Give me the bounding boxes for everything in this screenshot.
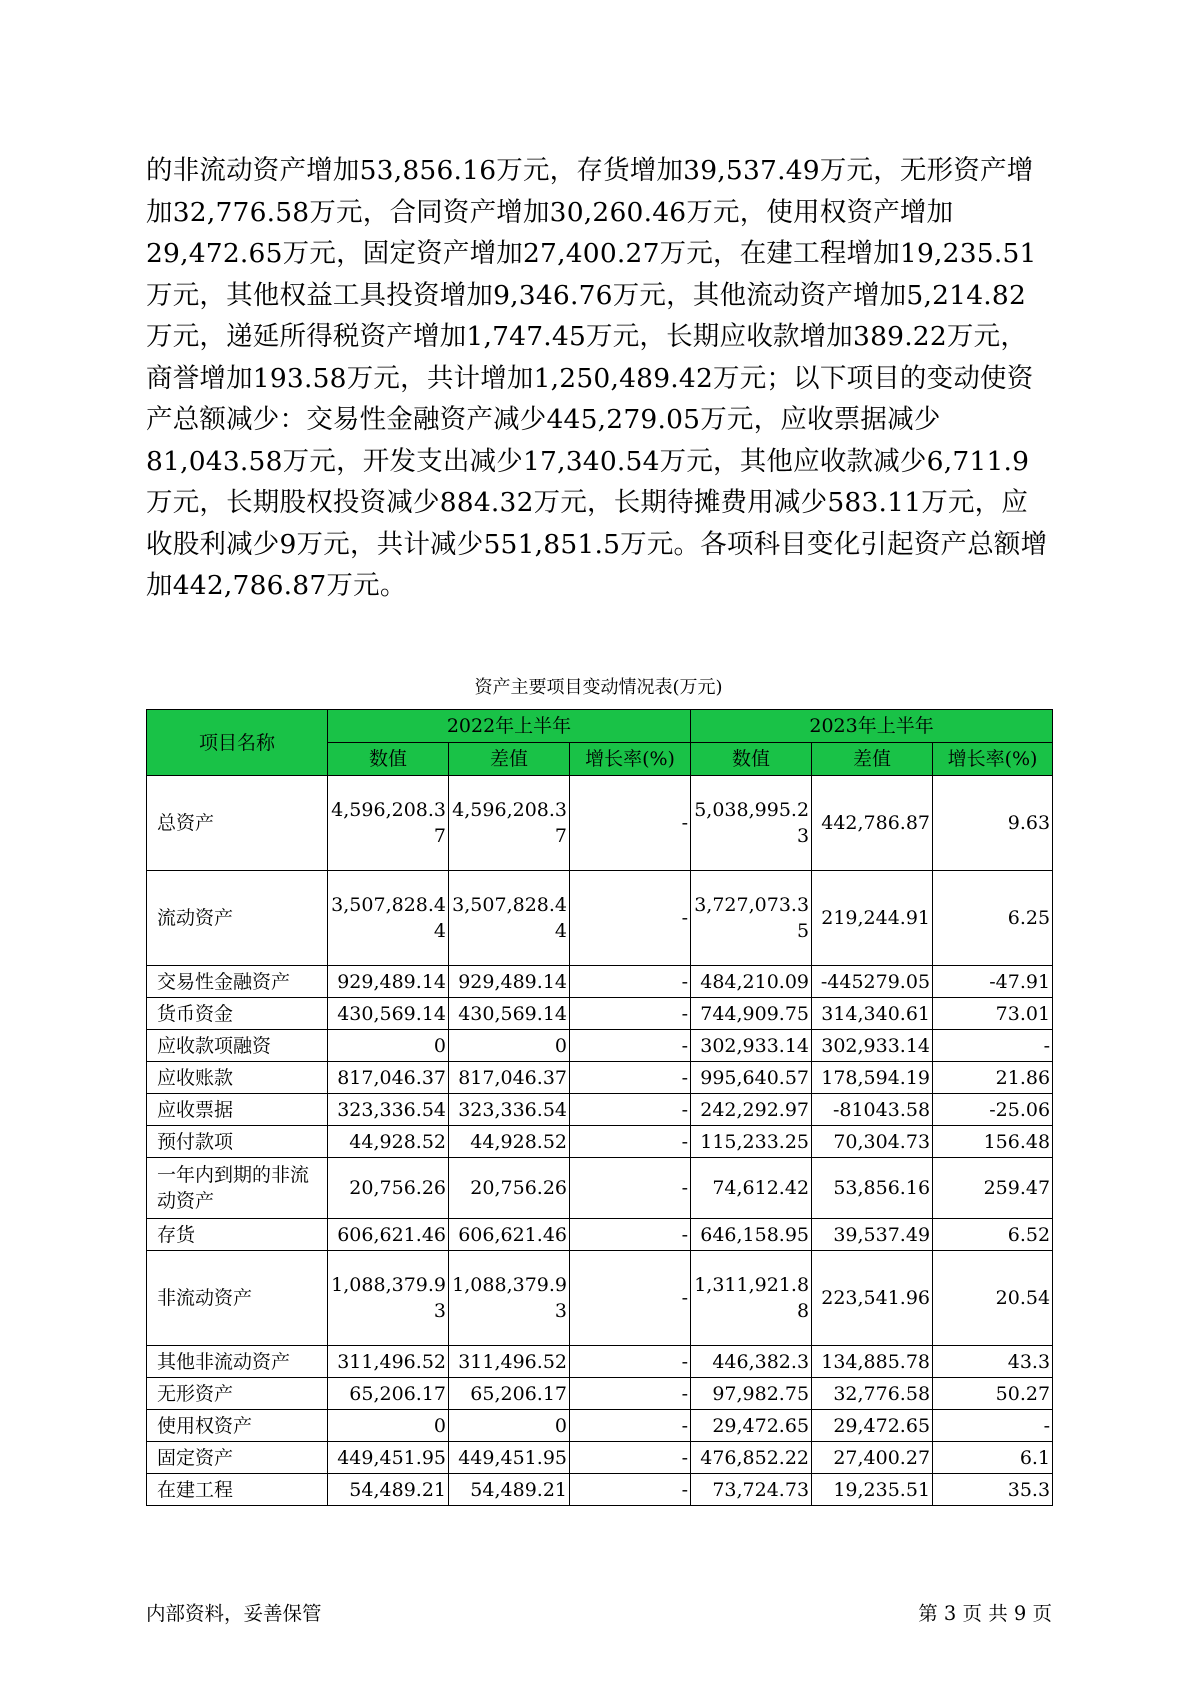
cell-diff-2022: 65,206.17 — [449, 1378, 570, 1410]
cell-diff-2022: 430,569.14 — [449, 998, 570, 1030]
header-diff-2022: 差值 — [449, 743, 570, 776]
row-label: 存货 — [147, 1219, 328, 1251]
asset-change-table — [146, 709, 1053, 1506]
cell-diff-2023: -445279.05 — [812, 966, 933, 998]
cell-value-2022: 0 — [328, 1410, 449, 1442]
cell-diff-2022: 311,496.52 — [449, 1346, 570, 1378]
cell-growth-2023: 43.3 — [933, 1346, 1053, 1378]
row-label: 预付款项 — [147, 1126, 328, 1158]
cell-growth-2022: - — [570, 1094, 691, 1126]
cell-diff-2022: 929,489.14 — [449, 966, 570, 998]
cell-value-2023: 302,933.14 — [691, 1030, 812, 1062]
cell-growth-2022: - — [570, 1062, 691, 1094]
cell-diff-2023: 27,400.27 — [812, 1442, 933, 1474]
cell-diff-2023: 134,885.78 — [812, 1346, 933, 1378]
row-label: 交易性金融资产 — [147, 966, 328, 998]
table-row — [147, 1219, 1053, 1251]
cell-growth-2022: - — [570, 1410, 691, 1442]
cell-growth-2023: - — [933, 1030, 1053, 1062]
cell-value-2023: 73,724.73 — [691, 1474, 812, 1506]
cell-value-2023: 995,640.57 — [691, 1062, 812, 1094]
row-label: 使用权资产 — [147, 1410, 328, 1442]
cell-value-2022: 817,046.37 — [328, 1062, 449, 1094]
cell-growth-2023: 9.63 — [933, 776, 1053, 871]
table-caption: 资产主要项目变动情况表(万元) — [474, 677, 723, 698]
cell-growth-2022: - — [570, 1030, 691, 1062]
cell-value-2023: 242,292.97 — [691, 1094, 812, 1126]
cell-diff-2023: 39,537.49 — [812, 1219, 933, 1251]
row-label: 固定资产 — [147, 1442, 328, 1474]
cell-diff-2022: 449,451.95 — [449, 1442, 570, 1474]
cell-growth-2023: 50.27 — [933, 1378, 1053, 1410]
cell-value-2023: 74,612.42 — [691, 1158, 812, 1219]
table-row — [147, 1410, 1053, 1442]
footer-page-number: 第 3 页 共 9 页 — [918, 1602, 1052, 1625]
cell-value-2022: 65,206.17 — [328, 1378, 449, 1410]
table-row — [147, 871, 1053, 966]
table-row — [147, 776, 1053, 871]
cell-diff-2022: 3,507,828.44 — [449, 871, 570, 966]
table-row — [147, 1474, 1053, 1506]
cell-growth-2023: 6.52 — [933, 1219, 1053, 1251]
cell-diff-2022: 0 — [449, 1410, 570, 1442]
table-row — [147, 1158, 1053, 1219]
cell-growth-2022: - — [570, 1219, 691, 1251]
cell-value-2022: 449,451.95 — [328, 1442, 449, 1474]
cell-growth-2022: - — [570, 1251, 691, 1346]
cell-value-2023: 744,909.75 — [691, 998, 812, 1030]
cell-growth-2023: -25.06 — [933, 1094, 1053, 1126]
cell-diff-2022: 44,928.52 — [449, 1126, 570, 1158]
cell-value-2022: 54,489.21 — [328, 1474, 449, 1506]
cell-growth-2023: 156.48 — [933, 1126, 1053, 1158]
header-value-2023: 数值 — [691, 743, 812, 776]
cell-diff-2023: 29,472.65 — [812, 1410, 933, 1442]
row-label: 应收款项融资 — [147, 1030, 328, 1062]
cell-growth-2022: - — [570, 1378, 691, 1410]
cell-growth-2023: 6.1 — [933, 1442, 1053, 1474]
table-row — [147, 1094, 1053, 1126]
cell-value-2023: 484,210.09 — [691, 966, 812, 998]
header-growth-2022: 增长率(%) — [570, 743, 691, 776]
row-label: 应收票据 — [147, 1094, 328, 1126]
table-row — [147, 1030, 1053, 1062]
header-value-2022: 数值 — [328, 743, 449, 776]
row-label: 其他非流动资产 — [147, 1346, 328, 1378]
table-row — [147, 1062, 1053, 1094]
cell-value-2022: 3,507,828.44 — [328, 871, 449, 966]
row-label: 应收账款 — [147, 1062, 328, 1094]
row-label: 流动资产 — [147, 871, 328, 966]
cell-diff-2022: 4,596,208.37 — [449, 776, 570, 871]
cell-diff-2023: 314,340.61 — [812, 998, 933, 1030]
row-label: 非流动资产 — [147, 1251, 328, 1346]
cell-growth-2023: 35.3 — [933, 1474, 1053, 1506]
cell-growth-2022: - — [570, 1126, 691, 1158]
row-label: 在建工程 — [147, 1474, 328, 1506]
cell-value-2023: 97,982.75 — [691, 1378, 812, 1410]
cell-growth-2023: 73.01 — [933, 998, 1053, 1030]
cell-diff-2022: 54,489.21 — [449, 1474, 570, 1506]
cell-diff-2022: 606,621.46 — [449, 1219, 570, 1251]
cell-growth-2023: 20.54 — [933, 1251, 1053, 1346]
cell-value-2023: 5,038,995.23 — [691, 776, 812, 871]
cell-growth-2023: 259.47 — [933, 1158, 1053, 1219]
cell-diff-2022: 323,336.54 — [449, 1094, 570, 1126]
cell-value-2022: 606,621.46 — [328, 1219, 449, 1251]
header-growth-2023: 增长率(%) — [933, 743, 1053, 776]
cell-diff-2023: 223,541.96 — [812, 1251, 933, 1346]
cell-growth-2022: - — [570, 1346, 691, 1378]
cell-value-2022: 0 — [328, 1030, 449, 1062]
cell-diff-2023: 53,856.16 — [812, 1158, 933, 1219]
cell-growth-2022: - — [570, 1474, 691, 1506]
table-row — [147, 1346, 1053, 1378]
cell-diff-2023: -81043.58 — [812, 1094, 933, 1126]
table-row — [147, 1442, 1053, 1474]
cell-diff-2023: 442,786.87 — [812, 776, 933, 871]
cell-growth-2023: -47.91 — [933, 966, 1053, 998]
cell-value-2022: 20,756.26 — [328, 1158, 449, 1219]
cell-diff-2022: 1,088,379.93 — [449, 1251, 570, 1346]
cell-value-2023: 115,233.25 — [691, 1126, 812, 1158]
cell-diff-2022: 817,046.37 — [449, 1062, 570, 1094]
cell-value-2022: 1,088,379.93 — [328, 1251, 449, 1346]
cell-value-2023: 29,472.65 — [691, 1410, 812, 1442]
row-label: 无形资产 — [147, 1378, 328, 1410]
cell-value-2023: 3,727,073.35 — [691, 871, 812, 966]
cell-value-2023: 476,852.22 — [691, 1442, 812, 1474]
cell-growth-2022: - — [570, 966, 691, 998]
header-period-2022: 2022年上半年 — [328, 710, 691, 743]
cell-diff-2023: 219,244.91 — [812, 871, 933, 966]
cell-diff-2022: 20,756.26 — [449, 1158, 570, 1219]
table-row — [147, 1251, 1053, 1346]
cell-value-2022: 430,569.14 — [328, 998, 449, 1030]
cell-growth-2023: 21.86 — [933, 1062, 1053, 1094]
row-label: 货币资金 — [147, 998, 328, 1030]
header-item-name: 项目名称 — [147, 710, 328, 776]
table-header-row — [147, 710, 1053, 743]
body-paragraph: 的非流动资产增加53,856.16万元，存货增加39,537.49万元，无形资产增加32,776.58万元，合同资产增加30,260.46万元，使用权资产增加29,472.65万元，固定资产增加27,400.27万元，在建工程增加19,235.51万元，其他权益工具投资增加9,346.76万元，其他流动资产增加5,214.82万元，递延所得税资产增加1,747.45万元，长期应收款增加389.22万元，商誉增加193.58万元，共计增加1,250,489.42万元；以下项目的变动使资产总额减少：交易性金融资产减少445,279.05万元，应收票据减少81,043.58万元，开发支出减少17,340.54万元，其他应收款减少6,711.9万元，长期股权投资减少884.32万元，长期待摊费用减少583.11万元，应收股利减少9万元，共计减少551,851.5万元。各项科目变化引起资产总额增加442,786.87万元。 — [146, 155, 1048, 601]
table-row — [147, 1126, 1053, 1158]
cell-growth-2022: - — [570, 998, 691, 1030]
cell-value-2022: 929,489.14 — [328, 966, 449, 998]
cell-diff-2023: 70,304.73 — [812, 1126, 933, 1158]
cell-diff-2023: 178,594.19 — [812, 1062, 933, 1094]
cell-value-2022: 311,496.52 — [328, 1346, 449, 1378]
cell-growth-2022: - — [570, 776, 691, 871]
cell-value-2022: 44,928.52 — [328, 1126, 449, 1158]
cell-value-2022: 4,596,208.37 — [328, 776, 449, 871]
table-row — [147, 966, 1053, 998]
cell-value-2022: 323,336.54 — [328, 1094, 449, 1126]
cell-growth-2023: - — [933, 1410, 1053, 1442]
cell-value-2023: 1,311,921.88 — [691, 1251, 812, 1346]
table-row — [147, 1378, 1053, 1410]
cell-diff-2022: 0 — [449, 1030, 570, 1062]
cell-diff-2023: 19,235.51 — [812, 1474, 933, 1506]
cell-value-2023: 646,158.95 — [691, 1219, 812, 1251]
cell-value-2023: 446,382.3 — [691, 1346, 812, 1378]
cell-diff-2023: 302,933.14 — [812, 1030, 933, 1062]
cell-growth-2022: - — [570, 1158, 691, 1219]
row-label: 一年内到期的非流动资产 — [147, 1158, 328, 1219]
header-period-2023: 2023年上半年 — [691, 710, 1053, 743]
header-diff-2023: 差值 — [812, 743, 933, 776]
cell-growth-2022: - — [570, 1442, 691, 1474]
table-row — [147, 998, 1053, 1030]
row-label: 总资产 — [147, 776, 328, 871]
cell-diff-2023: 32,776.58 — [812, 1378, 933, 1410]
footer-confidential-note: 内部资料，妥善保管 — [146, 1602, 322, 1625]
cell-growth-2022: - — [570, 871, 691, 966]
cell-growth-2023: 6.25 — [933, 871, 1053, 966]
